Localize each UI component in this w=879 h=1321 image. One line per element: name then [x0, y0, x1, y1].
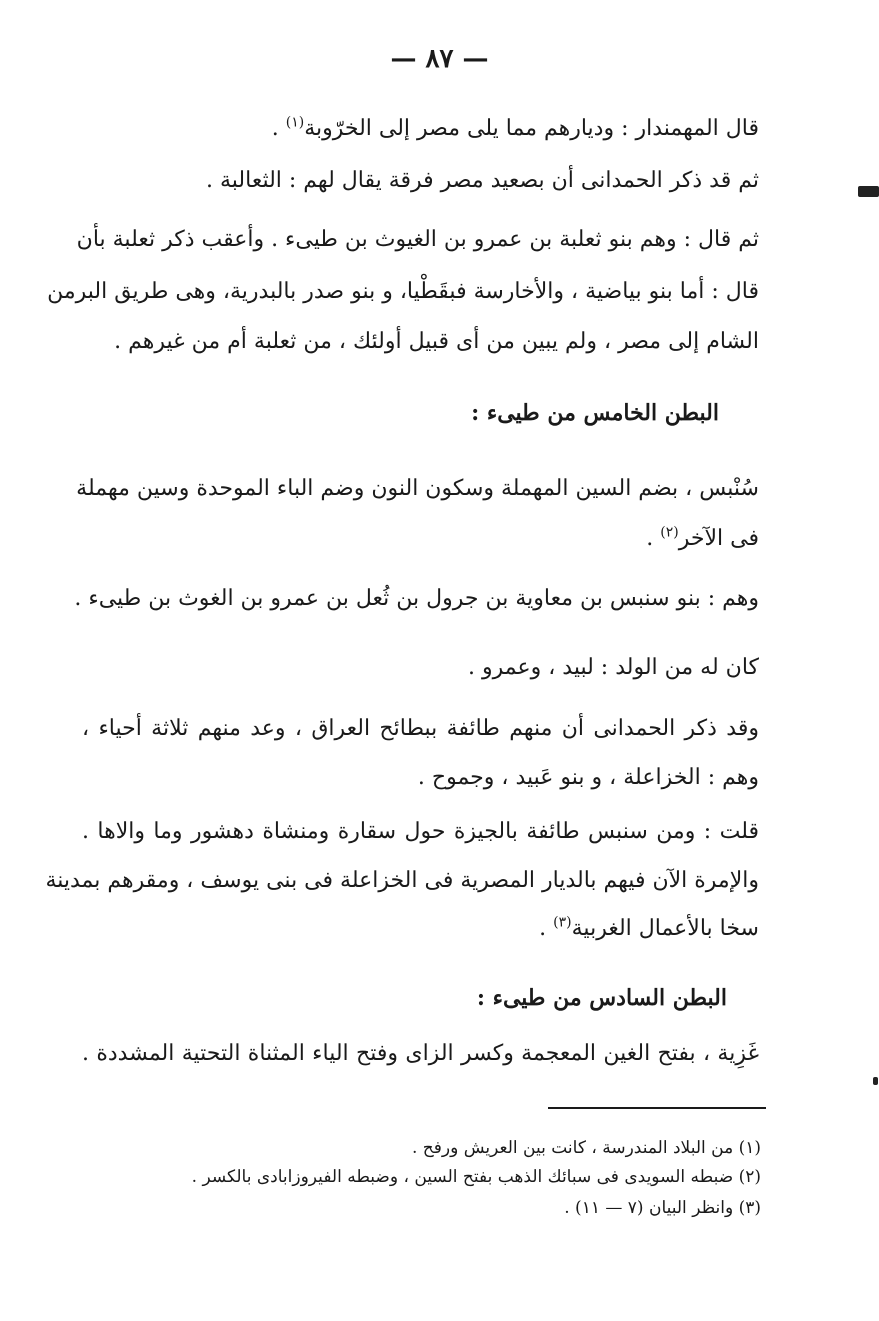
- text-line: فى الآخر$^{(٢)}$ .: [646, 524, 759, 551]
- scan-edge-mark: [858, 186, 879, 197]
- footnote-1: (١) من البلاد المندرسة ، كانت بين العريش ورفح .: [412, 1138, 761, 1158]
- footnote-ref: (٣): [553, 914, 572, 931]
- footnote-2: (٢) ضبطه السويدى فى سبائك الذهب بفتح السين ، وضبطه الفيروزابادى بالكسر .: [191, 1167, 761, 1187]
- footnote-separator: [548, 1107, 766, 1109]
- text-line: سُنْبس ، بضم السين المهملة وسكون النون وضم الباء الموحدة وسين مهملة: [76, 476, 759, 501]
- footnote-ref: (٢): [660, 524, 679, 541]
- text-line: وقد ذكر الحمدانى أن منهم طائفة ببطائح العراق ، وعد منهم ثلاثة أحياء ،: [82, 716, 759, 741]
- footnote-3: (٣) وانظر البيان (٧ — ١١) .: [564, 1198, 761, 1218]
- text-line: سخا بالأعمال الغربية$^{(٣)}$ .: [539, 914, 759, 941]
- text-line: والإمرة الآن فيهم بالديار المصرية فى الخزاعلة فى بنى يوسف ، ومقرهم بمدينة: [45, 868, 759, 893]
- section-heading: البطن السادس من طيىء :: [476, 985, 727, 1011]
- text-line: قلت : ومن سنبس طائفة بالجيزة حول سقارة ومنشاة دهشور وما والاها .: [82, 819, 759, 844]
- section-heading: البطن الخامس من طيىء :: [471, 400, 719, 426]
- scan-edge-mark: [873, 1077, 878, 1085]
- footnote-ref: (١): [285, 114, 305, 131]
- text-line: الشام إلى مصر ، ولم يبين من أى قبيل أولئك ، من ثعلبة أم من غيرهم .: [114, 329, 759, 354]
- text-line: كان له من الولد : لبيد ، وعمرو .: [467, 655, 759, 680]
- page-number: — ٨٧ —: [390, 44, 489, 74]
- text-line: وهم : بنو سنبس بن معاوية بن جرول بن ثُعل بن عمرو بن الغوث بن طيىء .: [74, 586, 759, 611]
- text-line: ثم قال : وهم بنو ثعلبة بن عمرو بن الغيوث بن طيىء . وأعقب ذكر ثعلبة بأن: [76, 227, 759, 252]
- text-line: غَزِية ، بفتح الغين المعجمة وكسر الزاى وفتح الياء المثناة التحتية المشددة .: [82, 1041, 759, 1066]
- text-line: قال : أما بنو بياضية ، والأخارسة فبقَطْيا، و بنو صدر بالبدرية، وهى طريق البرمن: [47, 279, 759, 304]
- text-line: قال المهمندار : وديارهم مما يلى مصر إلى الخرّوبة$^{(١)}$ .: [271, 114, 759, 141]
- text-line: ثم قد ذكر الحمدانى أن بصعيد مصر فرقة يقال لهم : الثعالبة .: [206, 168, 759, 193]
- text-line: وهم : الخزاعلة ، و بنو عَبيد ، وجموح .: [417, 765, 759, 790]
